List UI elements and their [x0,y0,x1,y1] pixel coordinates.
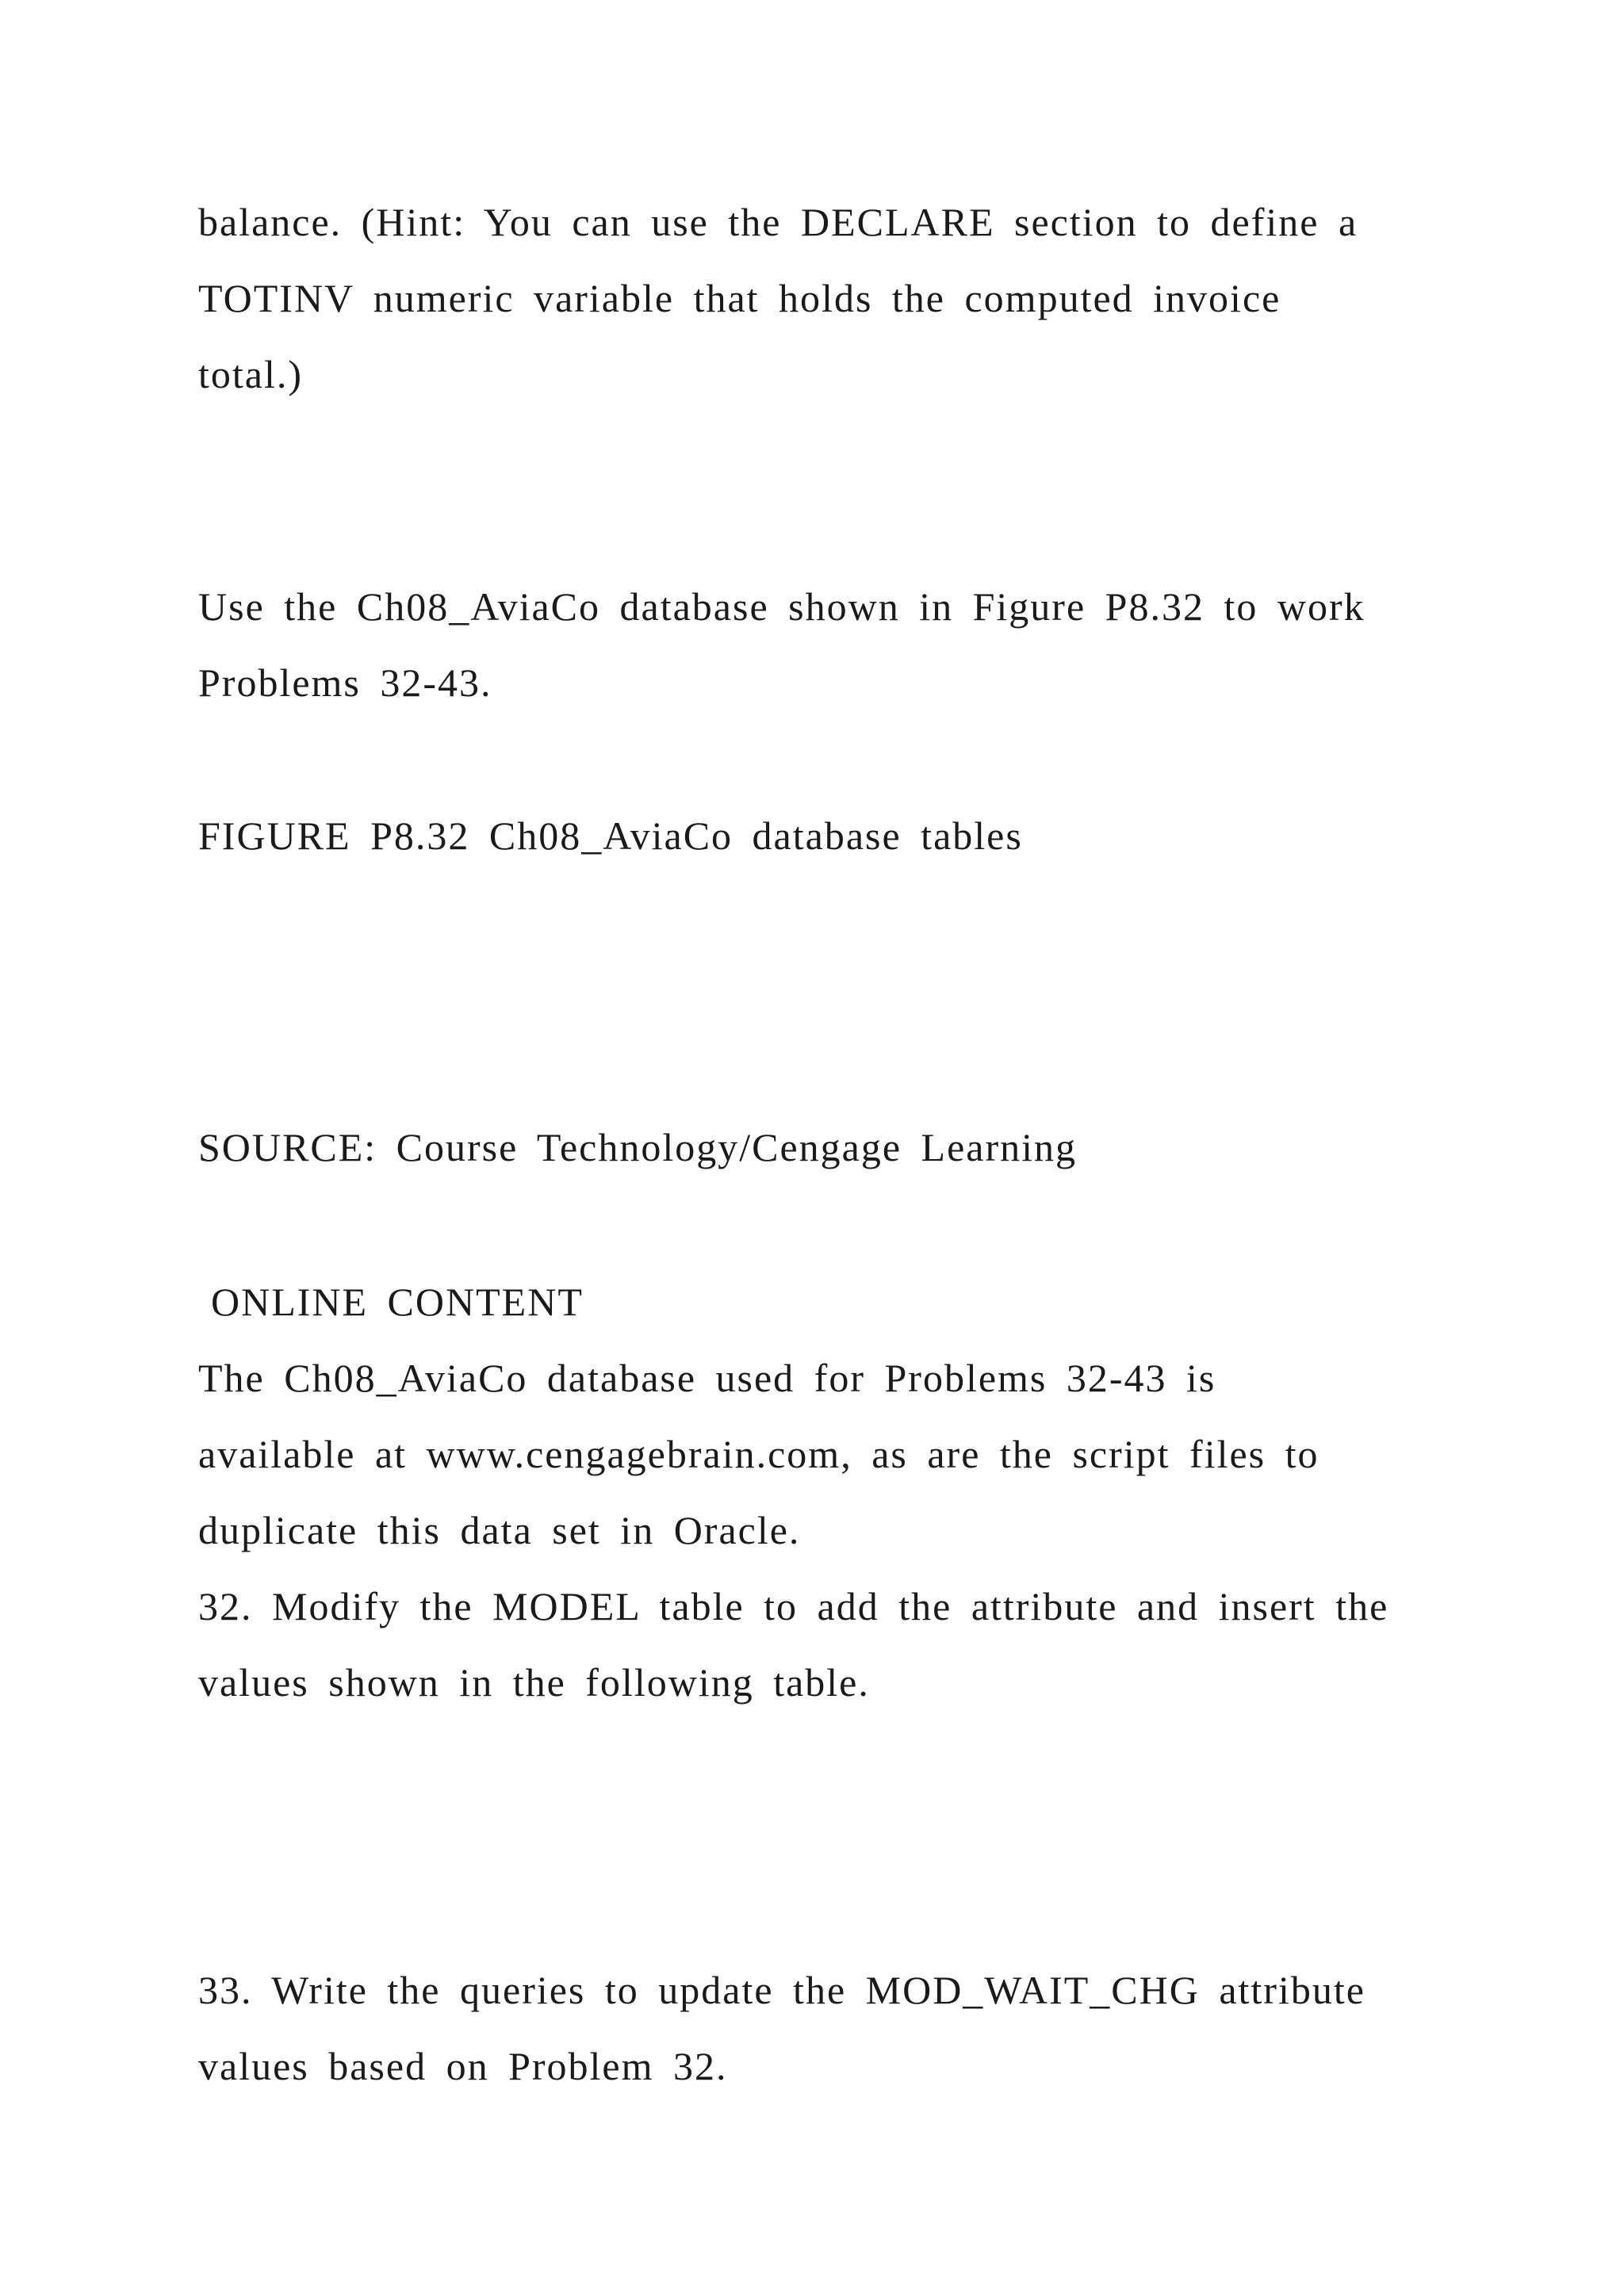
text-line: Use the Ch08_AviaCo database shown in Figure P8.32 to work [198,584,1365,629]
text-line: 32. Modify the MODEL table to add the attribute and insert the [198,1584,1389,1628]
text-line: Problems 32-43. [198,660,492,705]
text-line: total.) [198,352,304,396]
text-line: 33. Write the queries to update the MOD_WAIT_CHG attribute [198,1968,1365,2012]
text-line: The Ch08_AviaCo database used for Problems 32-43 is [198,1356,1216,1400]
text-line: available at www.cengagebrain.com, as are the script files to [198,1432,1320,1476]
text-line: TOTINV numeric variable that holds the computed invoice [198,276,1281,320]
online-content-heading: ONLINE CONTENT [211,1280,584,1324]
text-line: balance. (Hint: You can use the DECLARE section to define a [198,200,1358,244]
source-line: SOURCE: Course Technology/Cengage Learning [198,1125,1078,1169]
text-line: values based on Problem 32. [198,2044,728,2088]
text-line: duplicate this data set in Oracle. [198,1508,801,1552]
figure-caption: FIGURE P8.32 Ch08_AviaCo database tables [198,813,1023,858]
text-line: values shown in the following table. [198,1660,870,1705]
